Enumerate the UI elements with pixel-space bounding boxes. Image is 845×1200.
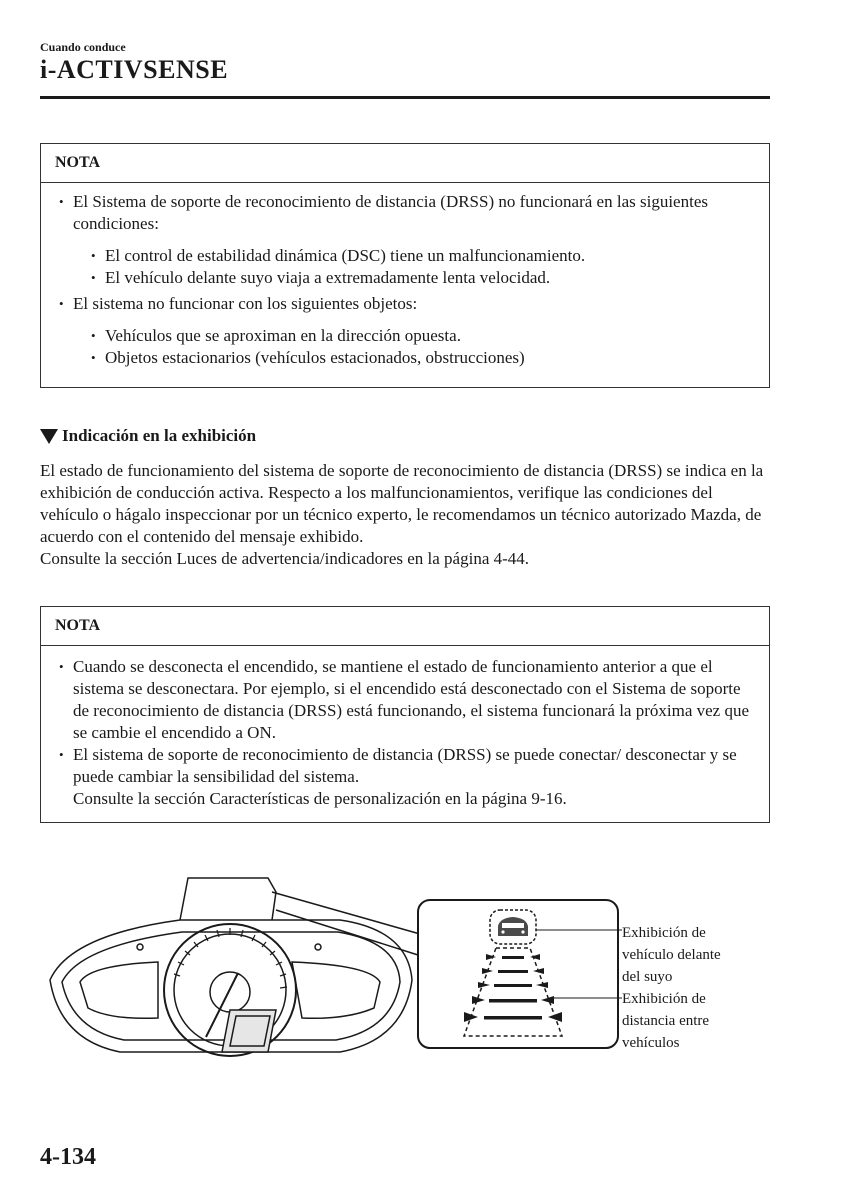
note-heading: NOTA [41,607,769,646]
note-body [41,646,769,818]
note-sublist [57,245,757,289]
page-number: 4-134 [40,1144,96,1170]
note-box-2 [40,606,770,823]
callout-line: vehículo delante [622,947,721,963]
callout-vehicle-ahead [622,922,762,988]
reference-text: Consulte la sección Luces de advertencia/indicadores en la página 4-44. [40,549,530,568]
callout-line: del suyo [622,969,673,985]
chapter-title: i-ACTIVSENSE [40,55,229,84]
note-sublist [57,325,757,369]
note-subitem: • Objetos estacionarios (vehículos estacionados, obstrucciones) [89,347,757,369]
callout-line: Exhibición de [622,925,706,941]
note-item: • El sistema no funcionar con los siguientes objetos: [57,293,757,315]
note-subitem: • Vehículos que se aproximan en la dirección opuesta. [89,325,757,347]
section-subheading [40,426,256,446]
body-paragraph [40,460,775,570]
section-label: Cuando conduce [40,40,126,54]
note-heading: NOTA [41,144,769,183]
note-item-reference: Consulte la sección Características de personalización en la página 9-16. [73,789,567,808]
title-rule [40,96,770,99]
note-subitem: • El control de estabilidad dinámica (DSC) tiene un malfuncionamiento. [89,245,757,267]
callout-distance [622,988,762,1054]
callout-line: vehículos [622,1035,680,1051]
triangle-marker-icon [40,429,58,444]
paragraph-text: El estado de funcionamiento del sistema de soporte de reconocimiento de distancia (DRSS) se indica en la exhibición de conducción activa. Respecto a los malfuncionamientos, verifique las condiciones del vehículo o hágalo inspeccionar por un técnico experto, le recomendamos un técnico autorizado Mazda, de acuerdo con el contenido del mensaje exhibido. [40,461,764,546]
note-item: • El Sistema de soporte de reconocimiento de distancia (DRSS) no funcionará en las siguientes condiciones: [57,191,757,235]
note-body [41,183,769,381]
instrument-cluster-figure [40,870,760,1060]
note-item: • Cuando se desconecta el encendido, se mantiene el estado de funcionamiento anterior a que el sistema se desconectara. Por ejemplo, si el encendido está desconectado con el Sistema de soporte de reconocimiento de distancia (DRSS) está funcionando, el sistema funcionará la próxima vez que se cambie el encendido a ON. [57,656,757,744]
callout-line: Exhibición de [622,991,706,1007]
subheading-text: Indicación en la exhibición [62,426,257,445]
note-item-text: • El sistema de soporte de reconocimiento de distancia (DRSS) se puede conectar/ desconectar y se puede cambiar la sensibilidad del sistema. [73,745,737,786]
note-item [57,744,757,810]
note-subitem: • El vehículo delante suyo viaja a extremadamente lenta velocidad. [89,267,757,289]
callout-line: distancia entre [622,1013,710,1029]
note-box-1 [40,143,770,388]
